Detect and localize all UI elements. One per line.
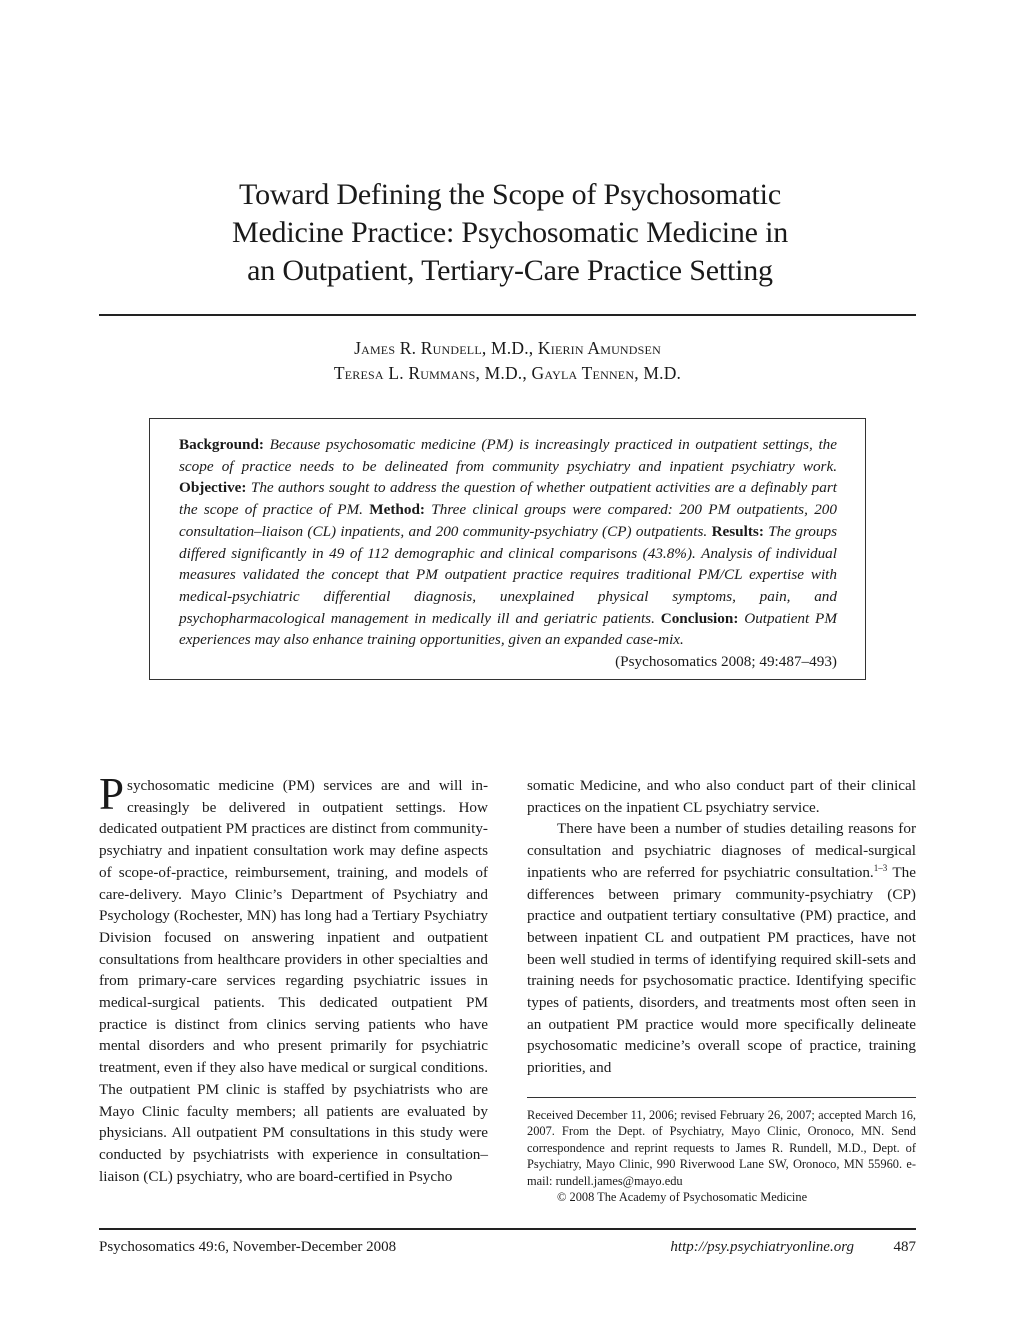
body-column-left — [99, 769, 488, 1187]
abstract-method-label: Method: — [369, 501, 432, 519]
abstract-results-label: Results: — [711, 522, 769, 540]
abstract-method-text: Three clinical groups were compared: 200 PM outpatients, 200 consultation–liaison (CL) inpatients, and 200 community-psychiatry (CP) outpatients. — [179, 501, 837, 540]
abstract-citation: (Psychosomatics 2008; 49:487–493) — [615, 653, 837, 671]
intro-text: sychosomatic medicine (PM) services are and will increasingly be delivered in outpatient settings. How dedicated outpatient PM practices are distinct from community-psychiatry and inpatient consultation work may define aspects of scope-of-practice, reimbursement, training, and models of care-delivery. Mayo Clinic’s Department of Psychiatry and Psychology (Rochester, MN) has long had a Tertiary Psychiatry Division focused on answering inpatient and outpatient consultations from healthcare providers in other specialties and from primary-care services regarding psychiatric issues in medical-surgical patients. This dedicated outpatient PM practice is distinct from clinics serving patients who have mental disorders and who present primarily for psychiatric treatment, even if they also have medical or surgical conditions. The outpatient PM clinic is staffed by psychiatrists who are Mayo Clinic faculty members; all patients are evaluated by physicians. All outpatient PM consultations in this study were conducted by psychiatrists with experience in consultation–liaison (CL) psychiatry, who are board-certified in Psycho — [99, 777, 488, 1185]
studies-text-b: The differences between primary community-psychiatry (CP) practice and outpatient tertiary consultative (PM) practice, and between inpatient CL and outpatient PM practices, have not been well studied in terms of identifying required skill-sets and training needs for psychosomatic practice. Identifying specific types of patients, disorders, and treatments most often seen in an outpatient PM practice would more specifically delineate psychosomatic medicine’s overall scope of practice, training priorities, and — [527, 863, 916, 1077]
title-line-2: Medicine Practice: Psychosomatic Medicine in — [231, 216, 789, 249]
footer-journal: Psychosomatics 49:6, November-December 2008 — [99, 1239, 397, 1255]
abstract-objective-text: The authors sought to address the question of whether outpatient activities are a definably part the scope of practice of PM. — [179, 479, 837, 519]
abstract-results-text: The groups differed significantly in 49 of 112 demographic and clinical comparisons (43.8%). Analysis of individual measures validated the concept that PM outpatient practice requires traditional PM/CL expertise with medical-psychiatric differential diagnosis, unexplained physical symptoms, pain, and psychopharmacological management in medically ill and geriatric patients. — [179, 522, 837, 627]
authors-line-1: James R. Rundell, M.D., Kierin Amundsen — [354, 338, 661, 358]
page-number: 487 — [893, 1239, 916, 1255]
abstract-box — [149, 418, 866, 680]
footnote-copyright: © 2008 The Academy of Psychosomatic Medicine — [557, 1190, 808, 1205]
drop-cap: P — [99, 769, 125, 819]
title-line-1: Toward Defining the Scope of Psychosomatic — [239, 178, 781, 211]
studies-text-a: There have been a number of studies detailing reasons for consultation and psychiatric diagnoses of medical-surgical inpatients who are referred for psychiatric consultation. — [527, 820, 916, 881]
footnote — [527, 1107, 916, 1205]
abstract-background-text: Because psychosomatic medicine (PM) is increasingly practiced in outpatient settings, the scope of practice needs to be delineated from community psychiatry and inpatient psychiatry work. — [179, 436, 837, 475]
body-column-right — [527, 775, 916, 1079]
title-divider — [99, 314, 916, 316]
abstract-objective-label: Objective: — [179, 479, 251, 497]
footnote-received: Received December 11, 2006; revised February 26, 2007; accepted March 16, 2007. From the Dept. of Psychiatry, Mayo Clinic, Oronoco, MN. Send correspondence and reprint requests to James R. Rundell, M.D., Dept. of Psychiatry, Mayo Clinic, 990 Riverwood Lane SW, Oronoco, MN 55960. e-mail: rundell.james@mayo.edu — [527, 1108, 916, 1188]
authors-line-2: Teresa L. Rummans, M.D., Gayla Tennen, M.D. — [333, 363, 682, 383]
footer-divider — [99, 1228, 916, 1230]
author-list — [99, 336, 916, 386]
intro-paragraph — [99, 769, 488, 1187]
footnote-divider — [527, 1097, 916, 1098]
continued-paragraph: somatic Medicine, and who also conduct part of their clinical practices on the inpatient CL psychiatry service. — [527, 777, 916, 816]
article-title — [130, 176, 890, 290]
abstract-background-label: Background: — [179, 436, 270, 453]
reference-superscript: 1–3 — [873, 862, 888, 873]
abstract-conclusion-text: Outpatient PM experiences may also enhance training opportunities, given an expanded case-mix. — [179, 609, 837, 649]
abstract-conclusion-label: Conclusion: — [660, 609, 745, 627]
footer-url-link[interactable]: http://psy.psychiatryonline.org — [670, 1239, 854, 1255]
title-line-3: an Outpatient, Tertiary-Care Practice Setting — [247, 254, 773, 287]
studies-paragraph — [527, 818, 916, 1078]
